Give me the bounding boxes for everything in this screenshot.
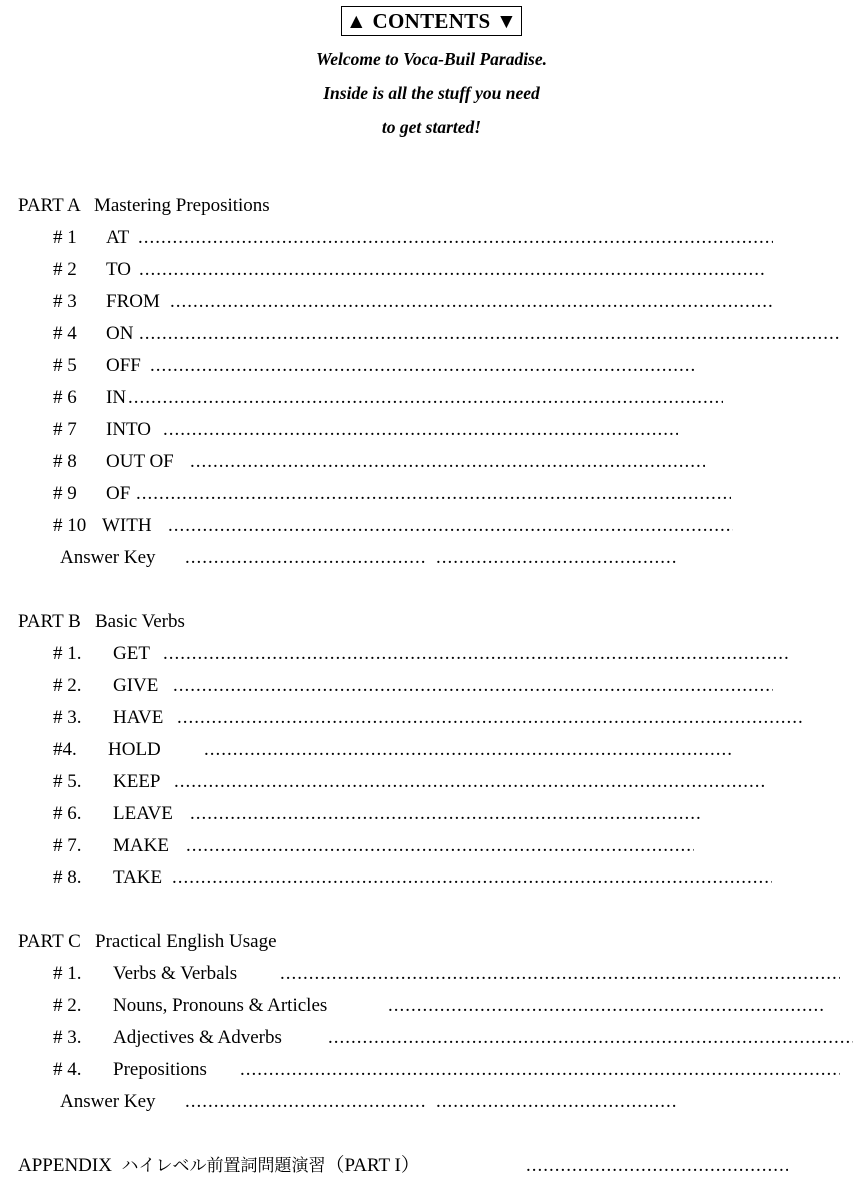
- toc-entry-number: # 3.: [53, 1027, 82, 1048]
- dot-leader: [185, 542, 426, 574]
- toc-entry-part-b-6[interactable]: [18, 798, 863, 830]
- toc-entry-number: # 6: [53, 387, 77, 408]
- toc-entry-label: HOLD: [108, 739, 161, 760]
- toc-entry-label: Verbs & Verbals: [113, 963, 238, 984]
- dot-leader: [204, 734, 732, 766]
- appendix-entry[interactable]: [18, 1150, 863, 1182]
- toc-entry-part-c-4[interactable]: [18, 1054, 863, 1086]
- dot-leader: [280, 958, 840, 990]
- toc-entry-number: # 9: [53, 483, 77, 504]
- part-a-answer-key[interactable]: [18, 542, 863, 574]
- part-b-heading: PART B Basic Verbs: [18, 611, 185, 632]
- toc-entry-label: Nouns, Pronouns & Articles: [113, 995, 328, 1016]
- toc-entry-part-b-5[interactable]: [18, 766, 863, 798]
- dot-leader: [138, 222, 773, 254]
- toc-entry-label: Adjectives & Adverbs: [113, 1027, 282, 1048]
- toc-entry-part-a-4[interactable]: [18, 318, 863, 350]
- toc-entry-label: HAVE: [113, 707, 164, 728]
- dot-leader: [172, 862, 772, 894]
- dot-leader: [240, 1054, 840, 1086]
- dot-leader: [128, 382, 723, 414]
- appendix-title: ハイレベル前置詞問題演習: [121, 1156, 326, 1176]
- toc-entry-label: TAKE: [113, 867, 163, 888]
- dot-leader: [168, 510, 733, 542]
- part-c-heading: PART C Practical English Usage: [18, 931, 277, 952]
- toc-entry-number: # 1: [53, 227, 77, 248]
- toc-entry-label: ON: [106, 323, 134, 344]
- toc-entry-part-b-4[interactable]: [18, 734, 863, 766]
- toc-entry-part-b-1[interactable]: [18, 638, 863, 670]
- dot-leader: [190, 798, 700, 830]
- toc-entry-number: # 8.: [53, 867, 82, 888]
- toc-entry-number: # 8: [53, 451, 77, 472]
- dot-leader: [436, 1086, 676, 1118]
- part-a-heading: PART A Mastering Prepositions: [18, 195, 270, 216]
- toc-entry-part-b-7[interactable]: [18, 830, 863, 862]
- dot-leader: [328, 1022, 853, 1054]
- toc-entry-label: WITH: [102, 515, 152, 536]
- dot-leader: [436, 542, 676, 574]
- toc-entry-number: # 2: [53, 259, 77, 280]
- toc-entry-part-c-1[interactable]: [18, 958, 863, 990]
- toc-entry-label: INTO: [106, 419, 152, 440]
- toc-entry-label: OUT OF: [106, 451, 174, 472]
- toc-entry-number: # 7.: [53, 835, 82, 856]
- dot-leader: [190, 446, 705, 478]
- toc-entry-label: GIVE: [113, 675, 159, 696]
- toc-entry-part-b-2[interactable]: [18, 670, 863, 702]
- toc-entry-number: # 5: [53, 355, 77, 376]
- toc-entry-part-a-1[interactable]: [18, 222, 863, 254]
- toc-entry-number: # 10: [53, 515, 87, 536]
- toc-entry-part-a-7[interactable]: [18, 414, 863, 446]
- tagline-line-1: Welcome to Voca-Buil Paradise.: [315, 49, 548, 69]
- dot-leader: [163, 414, 678, 446]
- dot-leader: [139, 254, 764, 286]
- toc-entry-label: IN: [106, 387, 127, 408]
- dot-leader: [150, 350, 695, 382]
- toc-entry-number: # 5.: [53, 771, 82, 792]
- toc-entry-number: #4.: [53, 739, 77, 760]
- toc-entry-label: LEAVE: [113, 803, 173, 824]
- toc-entry-number: # 3.: [53, 707, 82, 728]
- toc-entry-part-a-6[interactable]: [18, 382, 863, 414]
- toc-entry-part-a-2[interactable]: [18, 254, 863, 286]
- toc-entry-label: MAKE: [113, 835, 169, 856]
- toc-entry-label: AT: [106, 227, 130, 248]
- dot-leader: [186, 830, 694, 862]
- dot-leader: [173, 670, 773, 702]
- toc-entry-part-a-5[interactable]: [18, 350, 863, 382]
- toc-entry-number: # 6.: [53, 803, 82, 824]
- toc-entry-number: # 7: [53, 419, 77, 440]
- toc-entry-part-b-3[interactable]: [18, 702, 863, 734]
- toc-entry-number: # 2.: [53, 995, 82, 1016]
- dot-leader: [185, 1086, 426, 1118]
- answer-key-label: Answer Key: [60, 547, 156, 568]
- dot-leader: [177, 702, 802, 734]
- dot-leader: [174, 766, 764, 798]
- toc-entry-part-a-10[interactable]: [18, 510, 863, 542]
- dot-leader: [139, 318, 839, 350]
- toc-entry-number: # 3: [53, 291, 77, 312]
- toc-entry-part-a-8[interactable]: [18, 446, 863, 478]
- toc-entry-number: # 1.: [53, 963, 82, 984]
- toc-entry-number: # 4: [53, 323, 77, 344]
- toc-entry-part-a-9[interactable]: [18, 478, 863, 510]
- dot-leader: [170, 286, 775, 318]
- dot-leader: [388, 990, 824, 1022]
- toc-entry-label: Prepositions: [113, 1059, 207, 1080]
- toc-entry-part-b-8[interactable]: [18, 862, 863, 894]
- toc-entry-number: # 1.: [53, 643, 82, 664]
- toc-entry-number: # 4.: [53, 1059, 82, 1080]
- toc-entry-part-c-3[interactable]: [18, 1022, 863, 1054]
- appendix-part: （PART I）: [325, 1155, 420, 1176]
- contents-header: [0, 6, 863, 144]
- dot-leader: [163, 638, 788, 670]
- tagline-line-2: Inside is all the stuff you need: [323, 83, 540, 103]
- dot-leader: [136, 478, 731, 510]
- toc-entry-label: KEEP: [113, 771, 161, 792]
- answer-key-label: Answer Key: [60, 1091, 156, 1112]
- toc-entry-label: TO: [106, 259, 131, 280]
- toc-entry-label: FROM: [106, 291, 160, 312]
- toc-entry-label: OF: [106, 483, 131, 504]
- appendix-label: APPENDIX ハイレベル前置詞問題演習（PART I）: [18, 1155, 420, 1176]
- table-of-contents: [18, 190, 863, 1182]
- toc-entry-part-a-3[interactable]: [18, 286, 863, 318]
- tagline-line-3: to get started!: [381, 117, 482, 137]
- toc-entry-label: GET: [113, 643, 150, 664]
- toc-entry-part-c-2[interactable]: [18, 990, 863, 1022]
- contents-title: ▲ CONTENTS ▼: [341, 6, 522, 36]
- part-c-answer-key[interactable]: [18, 1086, 863, 1118]
- toc-entry-number: # 2.: [53, 675, 82, 696]
- dot-leader: [526, 1150, 788, 1182]
- toc-entry-label: OFF: [106, 355, 141, 376]
